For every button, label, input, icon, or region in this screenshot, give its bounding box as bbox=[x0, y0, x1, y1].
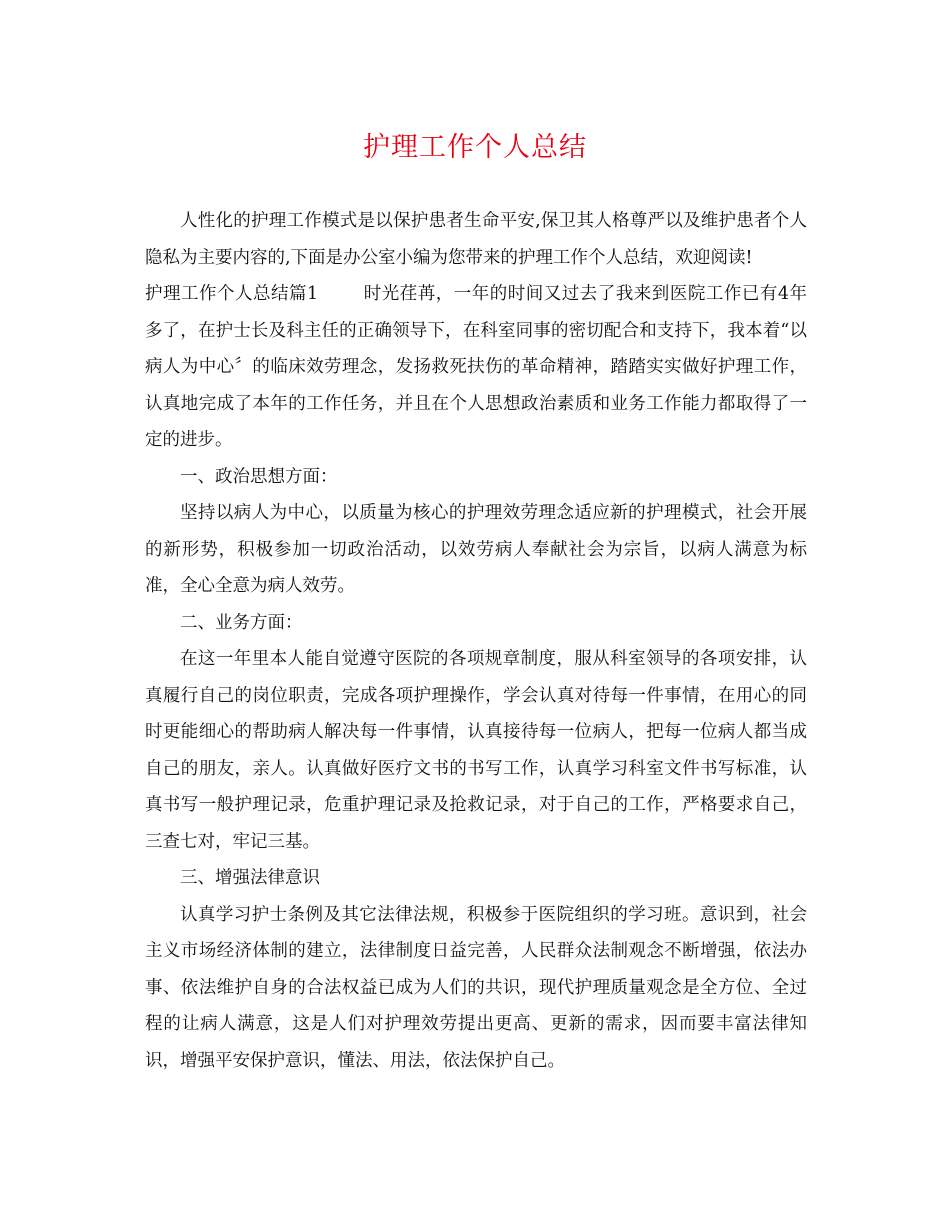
paragraph-business: 在这一年里本人能自觉遵守医院的各项规章制度，服从科室领导的各项安排，认真履行自己的岗位职责，完成各项护理操作，学会认真对待每一件事情，在用心的同时更能细心的帮助病人解决每一件事情，认真接待每一位病人，把每一位病人都当成自己的朋友，亲人。认真做好医疗文书的书写工作，认真学习科室文件书写标准，认真书写一般护理记录，危重护理记录及抢救记录，对于自己的工作，严格要求自己，三查七对，牢记三基。 bbox=[145, 649, 807, 852]
paragraph-politics: 坚持以病人为中心，以质量为核心的护理效劳理念适应新的护理模式，社会开展的新形势，积极参加一切政治活动，以效劳病人奉献社会为宗旨，以病人满意为标准，全心全意为病人效劳。 bbox=[145, 503, 807, 596]
document-body bbox=[145, 203, 807, 1079]
section-lead-text: 时光荏苒，一年的时间又过去了我来到医院工作已有4年多了，在护士长及科主任的正确领导下，在科室同事的密切配合和支持下，我本着“以病人为中心〞的临床效劳理念，发扬救死扶伤的革命精神，踏踏实实做好护理工作，认真地完成了本年的工作任务，并且在个人思想政治素质和业务工作能力都取得了一定的进步。 bbox=[145, 284, 807, 450]
heading-law: 三、增强法律意识 bbox=[180, 868, 320, 888]
paragraph-law: 认真学习护士条例及其它法律法规，积极参于医院组织的学习班。意识到，社会主义市场经济体制的建立，法律制度日益完善，人民群众法制观念不断增强，依法办事、依法维护自身的合法权益已成为人们的共识，现代护理质量观念是全方位、全过程的让病人满意，这是人们对护理效劳提出更高、更新的需求，因而要丰富法律知识，增强平安保护意识，懂法、用法，依法保护自己。 bbox=[145, 904, 807, 1071]
intro-paragraph: 人性化的护理工作模式是以保护患者生命平安,保卫其人格尊严以及维护患者个人隐私为主要内容的,下面是办公室小编为您带来的护理工作个人总结，欢迎阅读! bbox=[145, 211, 807, 268]
heading-politics: 一、政治思想方面： bbox=[180, 466, 338, 487]
section-label: 护理工作个人总结篇1 bbox=[145, 284, 319, 304]
document-title: 护理工作个人总结 bbox=[363, 132, 587, 163]
section-paragraph bbox=[145, 276, 807, 459]
heading-business: 二、业务方面： bbox=[180, 612, 303, 633]
